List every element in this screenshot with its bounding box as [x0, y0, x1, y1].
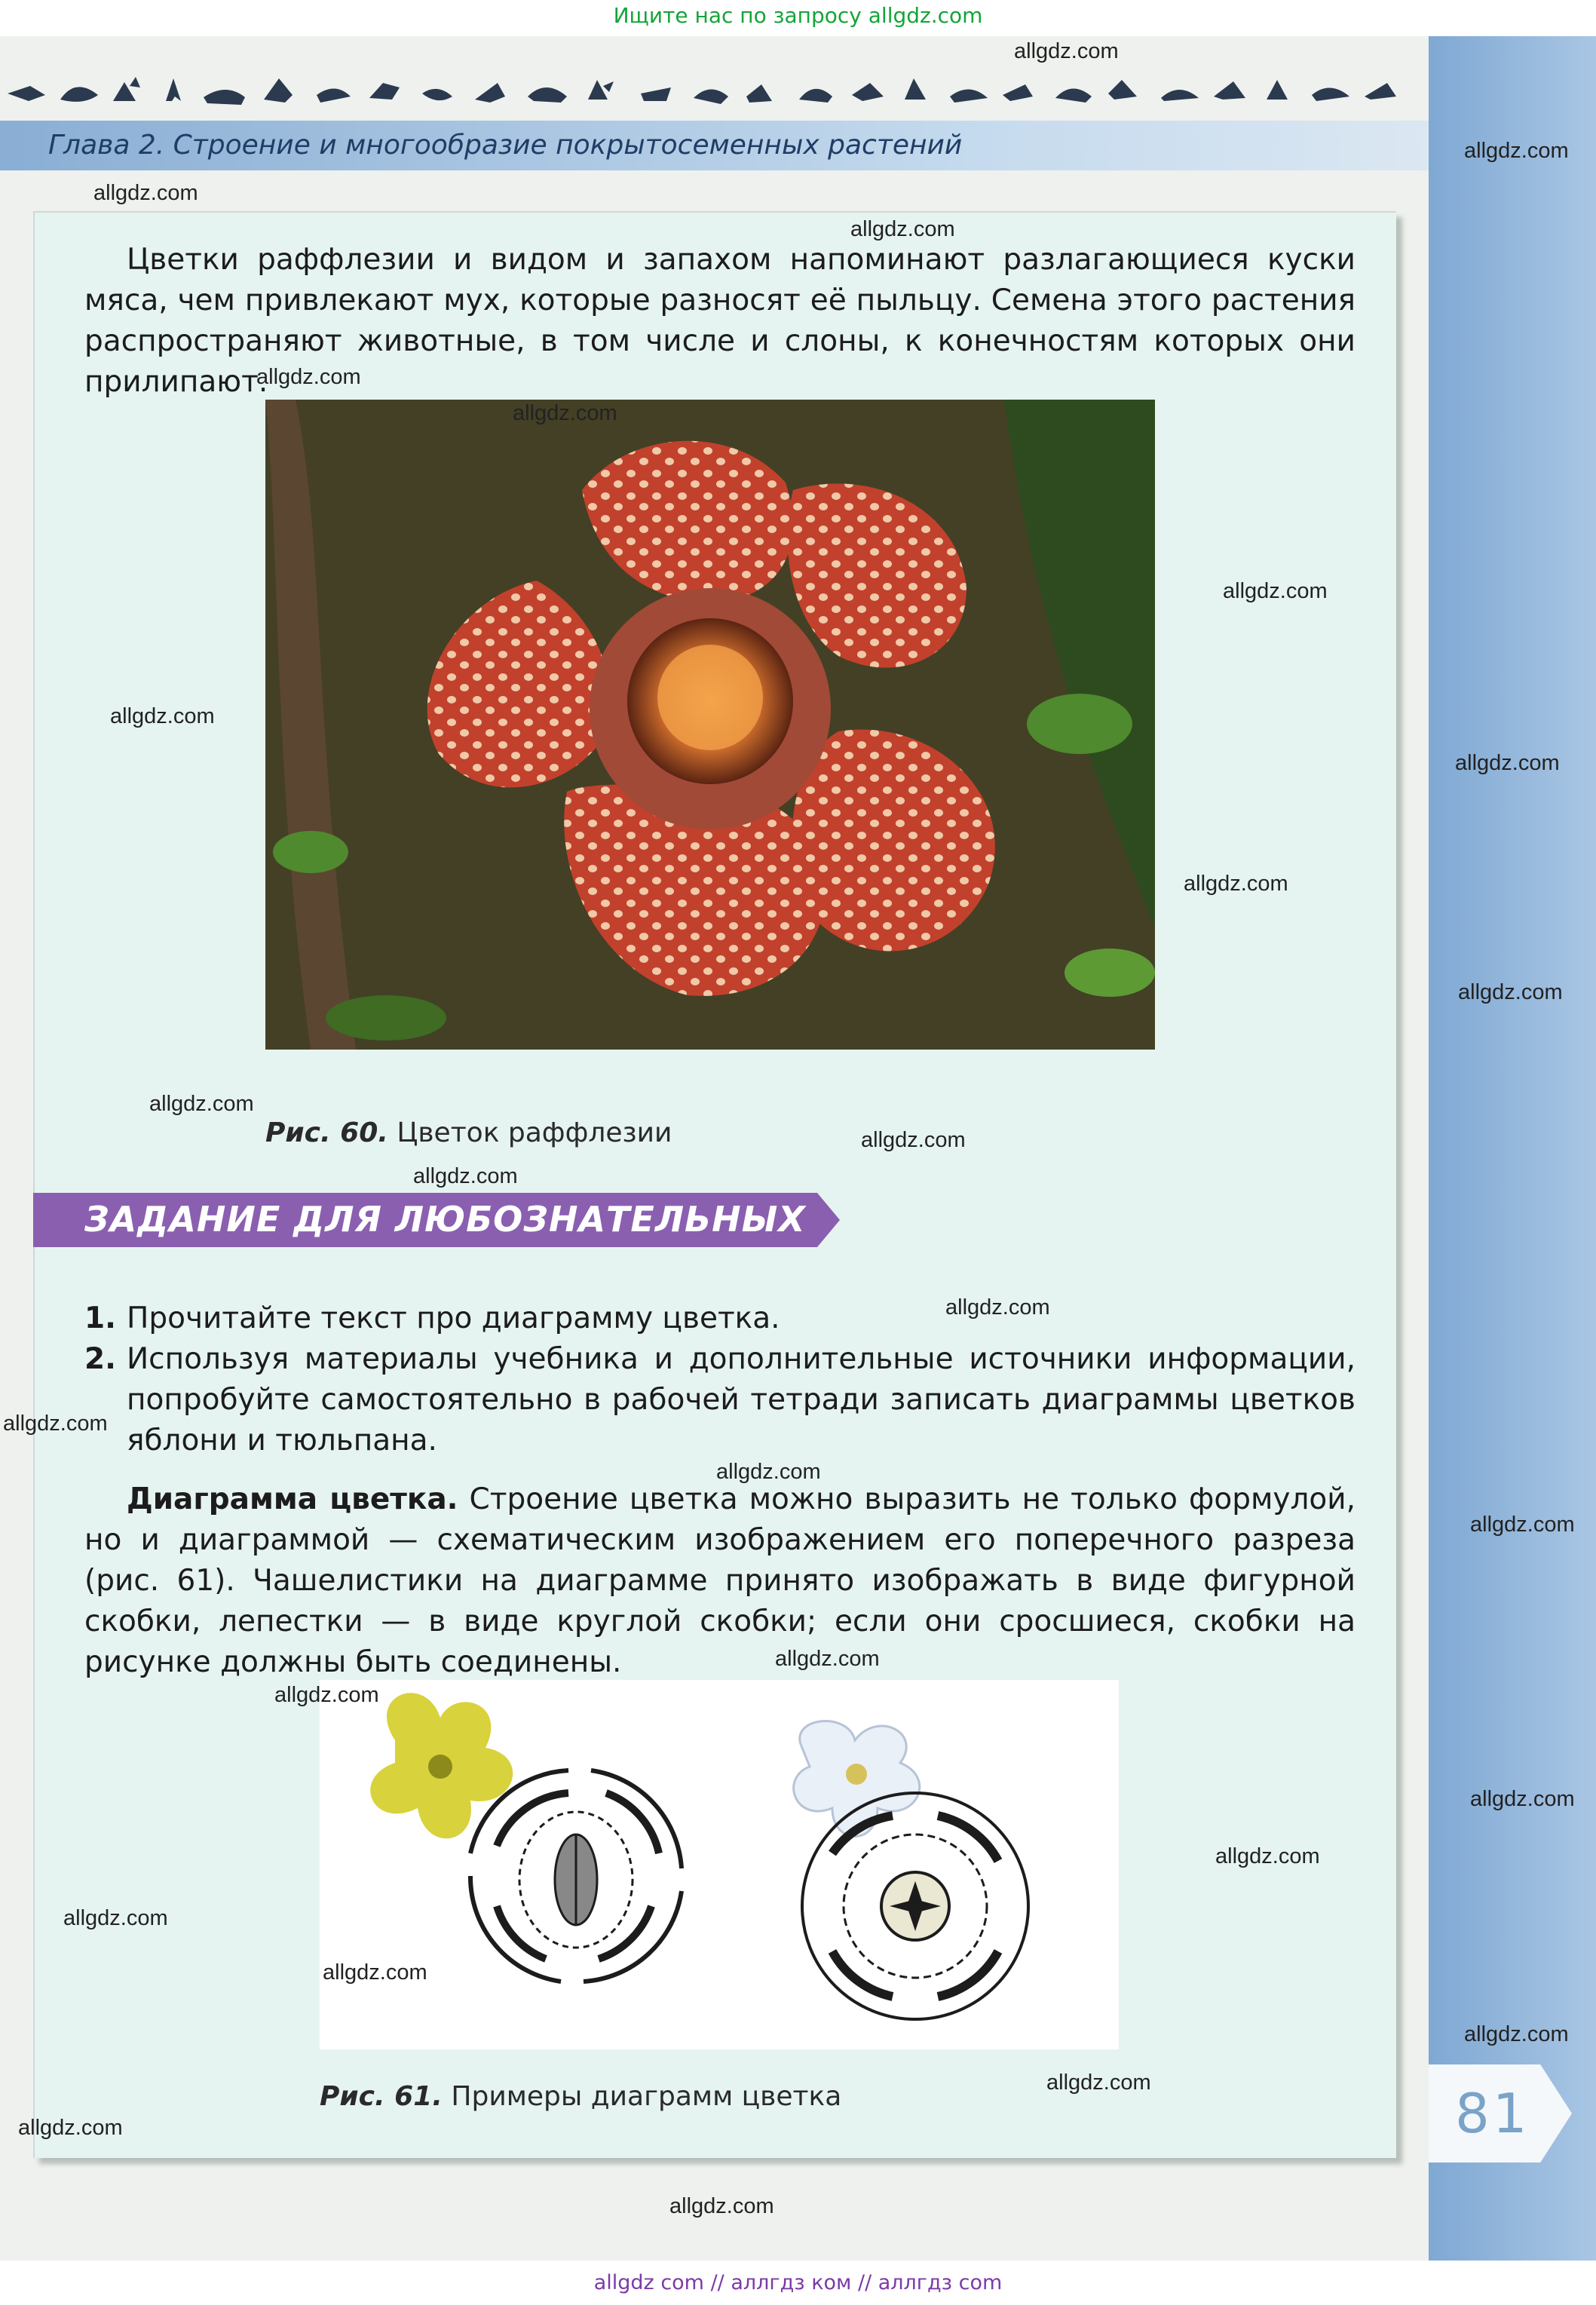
figure-60-caption: Рис. 60. Цветок раффлезии	[265, 1117, 672, 1148]
bottom-banner-link[interactable]: allgdz com // аллгдз ком // аллгдз com	[593, 2271, 1003, 2294]
task-item-1: 1. Прочитайте текст про диаграмму цветка.	[84, 1301, 780, 1335]
page-number: 81	[1455, 2082, 1530, 2145]
intro-paragraph: Цветки раффлезии и видом и запахом напоминают разлагающиеся куски мяса, чем привлекают мух, которые разносят её пыльцу. Семена этого растения распространяют животные, в том числе и слоны, к конечностям которых они прилипают.	[84, 243, 1356, 399]
watermark: allgdz.com	[1223, 579, 1328, 603]
watermark: allgdz.com	[3, 1412, 108, 1436]
yellow-flower-image	[370, 1693, 513, 1838]
watermark: allgdz.com	[775, 1647, 880, 1671]
watermark: allgdz.com	[149, 1092, 254, 1116]
watermark: allgdz.com	[716, 1460, 821, 1484]
top-banner-link[interactable]: Ищите нас по запросу allgdz.com	[613, 3, 983, 28]
watermark: allgdz.com	[850, 217, 955, 241]
watermark: allgdz.com	[1455, 751, 1560, 775]
watermark: allgdz.com	[1464, 139, 1569, 163]
tulip-like-diagram	[802, 1793, 1028, 2019]
watermark: allgdz.com	[1184, 872, 1288, 896]
watermark: allgdz.com	[1215, 1844, 1320, 1868]
watermark: allgdz.com	[323, 1960, 427, 1985]
flower-diagrams-figure	[320, 1680, 1119, 2049]
watermark: allgdz.com	[1014, 39, 1119, 63]
watermark: allgdz.com	[110, 704, 215, 728]
watermark: allgdz.com	[1458, 980, 1563, 1004]
watermark: allgdz.com	[93, 181, 198, 205]
watermark: allgdz.com	[861, 1128, 966, 1152]
watermark: allgdz.com	[669, 2194, 774, 2218]
watermark: allgdz.com	[513, 401, 617, 425]
watermark: allgdz.com	[413, 1164, 518, 1188]
figure-61-caption: Рис. 61. Примеры диаграмм цветка	[320, 2081, 842, 2112]
diagram-paragraph: Диаграмма цветка. Строение цветка можно выразить не только формулой, но и диаграммой — схематическим изображением его поперечного разреза (рис. 61). Чашелистики на диаграмме принято изображать в виде фигурной скобки, лепестки — в виде круглой скобки; если они сросшиеся, скобки на рисунке должны быть соединены.	[84, 1482, 1356, 1679]
animal-silhouettes-strip	[0, 63, 1417, 124]
white-flower-image	[794, 1721, 920, 1837]
task-title: ЗАДАНИЕ ДЛЯ ЛЮБОЗНАТЕЛЬНЫХ	[84, 1199, 806, 1240]
watermark: allgdz.com	[1464, 2022, 1569, 2046]
chapter-title: Глава 2. Строение и многообразие покрытосеменных растений	[48, 130, 963, 161]
watermark: allgdz.com	[1470, 1513, 1575, 1537]
watermark: allgdz.com	[1046, 2071, 1151, 2095]
page-side-bar	[1429, 36, 1596, 2261]
watermark: allgdz.com	[63, 1906, 168, 1930]
watermark: allgdz.com	[256, 365, 361, 389]
apple-like-diagram	[470, 1770, 682, 1982]
rafflesia-photo	[265, 400, 1155, 1050]
watermark: allgdz.com	[945, 1295, 1050, 1320]
task-item-2: 2. Используя материалы учебника и дополнительные источники информации, попробуйте самостоятельно в рабочей тетради записать диаграммы цветков яблони и тюльпана.	[84, 1342, 1356, 1457]
watermark: allgdz.com	[274, 1683, 379, 1707]
watermark: allgdz.com	[1470, 1787, 1575, 1811]
watermark: allgdz.com	[18, 2116, 123, 2140]
